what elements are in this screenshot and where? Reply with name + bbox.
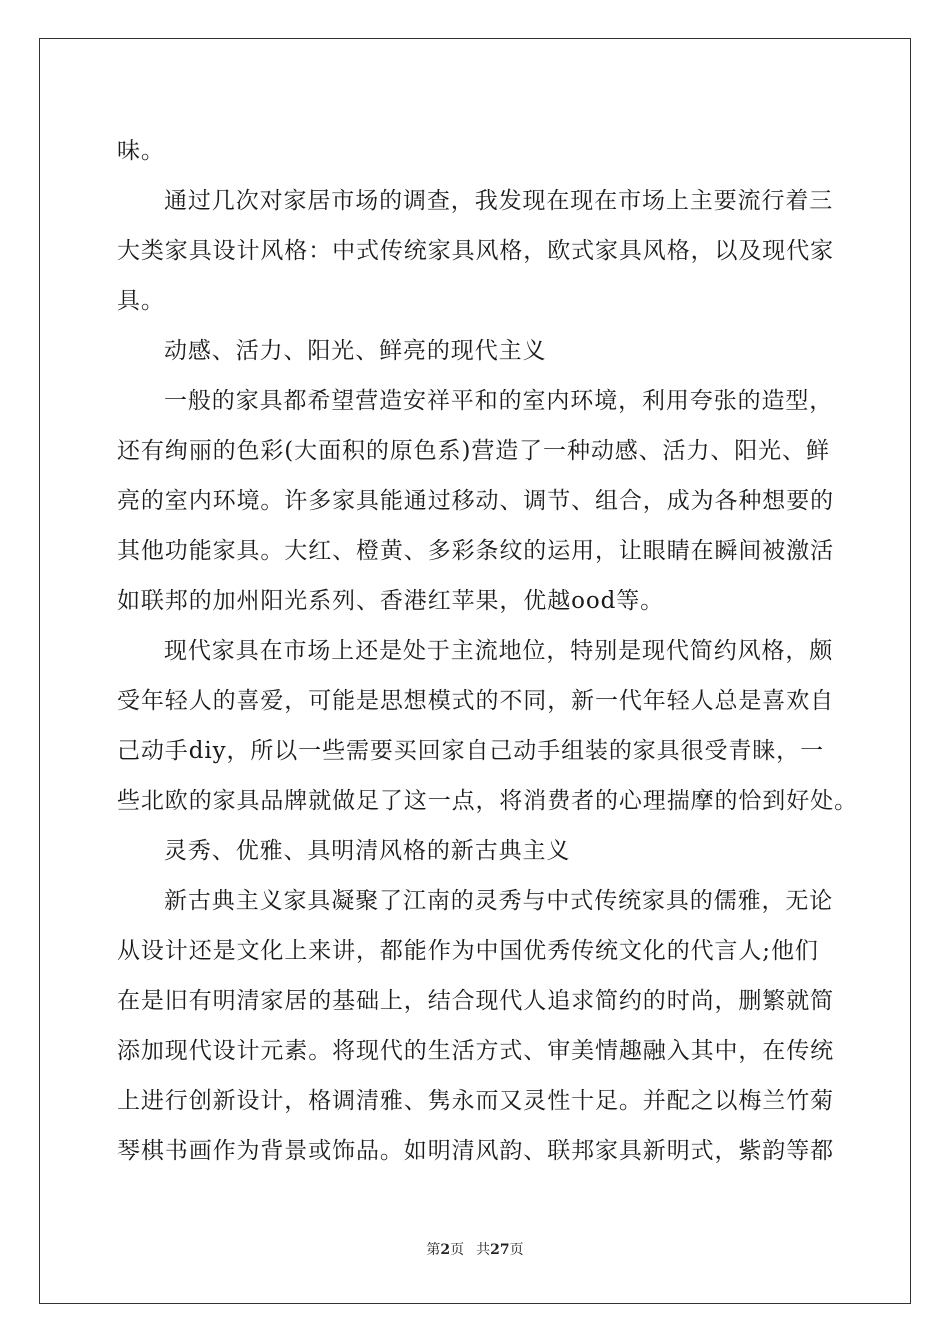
- paragraph-start: 一般的家具都希望营造安祥平和的室内环境，利用夸张的造型，: [164, 388, 834, 414]
- text-line: 大类家具设计风格：中式传统家具风格，欧式家具风格，以及现代家: [117, 238, 834, 264]
- text-line: 在是旧有明清家居的基础上，结合现代人追求简约的时尚，删繁就简: [117, 988, 834, 1014]
- text-line: 其他功能家具。大红、橙黄、多彩条纹的运用，让眼睛在瞬间被激活: [117, 538, 834, 564]
- page-number: 2: [440, 1242, 451, 1258]
- text-line: 添加现代设计元素。将现代的生活方式、审美情趣融入其中，在传统: [117, 1038, 834, 1064]
- paragraph-start: 通过几次对家居市场的调查，我发现在现在市场上主要流行着三: [164, 188, 834, 214]
- text-line: 还有绚丽的色彩(大面积的原色系)营造了一种动感、活力、阳光、鲜: [117, 438, 830, 464]
- text-line: 己动手diy，所以一些需要买回家自己动手组装的家具很受青睐，一: [117, 738, 824, 764]
- page-prefix: 第: [426, 1242, 441, 1258]
- section-heading-modernism: 动感、活力、阳光、鲜亮的现代主义: [164, 338, 547, 364]
- paragraph-start: 新古典主义家具凝聚了江南的灵秀与中式传统家具的儒雅，无论: [164, 888, 834, 914]
- text-line: 上进行创新设计，格调清雅、隽永而又灵性十足。并配之以梅兰竹菊: [117, 1088, 834, 1114]
- total-pages: 27: [490, 1242, 510, 1258]
- text-line: 受年轻人的喜爱，可能是思想模式的不同，新一代年轻人总是喜欢自: [117, 688, 834, 714]
- page-footer: [0, 1240, 950, 1260]
- total-prefix: 共: [476, 1242, 491, 1258]
- page-suffix: 页: [450, 1242, 465, 1258]
- text-line: 些北欧的家具品牌就做足了这一点，将消费者的心理揣摩的恰到好处。: [117, 788, 858, 814]
- total-suffix: 页: [509, 1242, 524, 1258]
- text-line: 如联邦的加州阳光系列、香港红苹果，优越ood等。: [117, 588, 665, 614]
- text-line: 具。: [117, 288, 165, 314]
- text-line: 从设计还是文化上来讲，都能作为中国优秀传统文化的代言人;他们: [117, 938, 819, 964]
- text-line: 琴棋书画作为背景或饰品。如明清风韵、联邦家具新明式，紫韵等都: [117, 1138, 834, 1164]
- paragraph-start: 现代家具在市场上还是处于主流地位，特别是现代简约风格，颇: [164, 638, 834, 664]
- section-heading-neoclassicism: 灵秀、优雅、具明清风格的新古典主义: [164, 838, 571, 864]
- document-body: [117, 126, 858, 1176]
- text-line: 味。: [117, 138, 165, 164]
- text-line: 亮的室内环境。许多家具能通过移动、调节、组合，成为各种想要的: [117, 488, 834, 514]
